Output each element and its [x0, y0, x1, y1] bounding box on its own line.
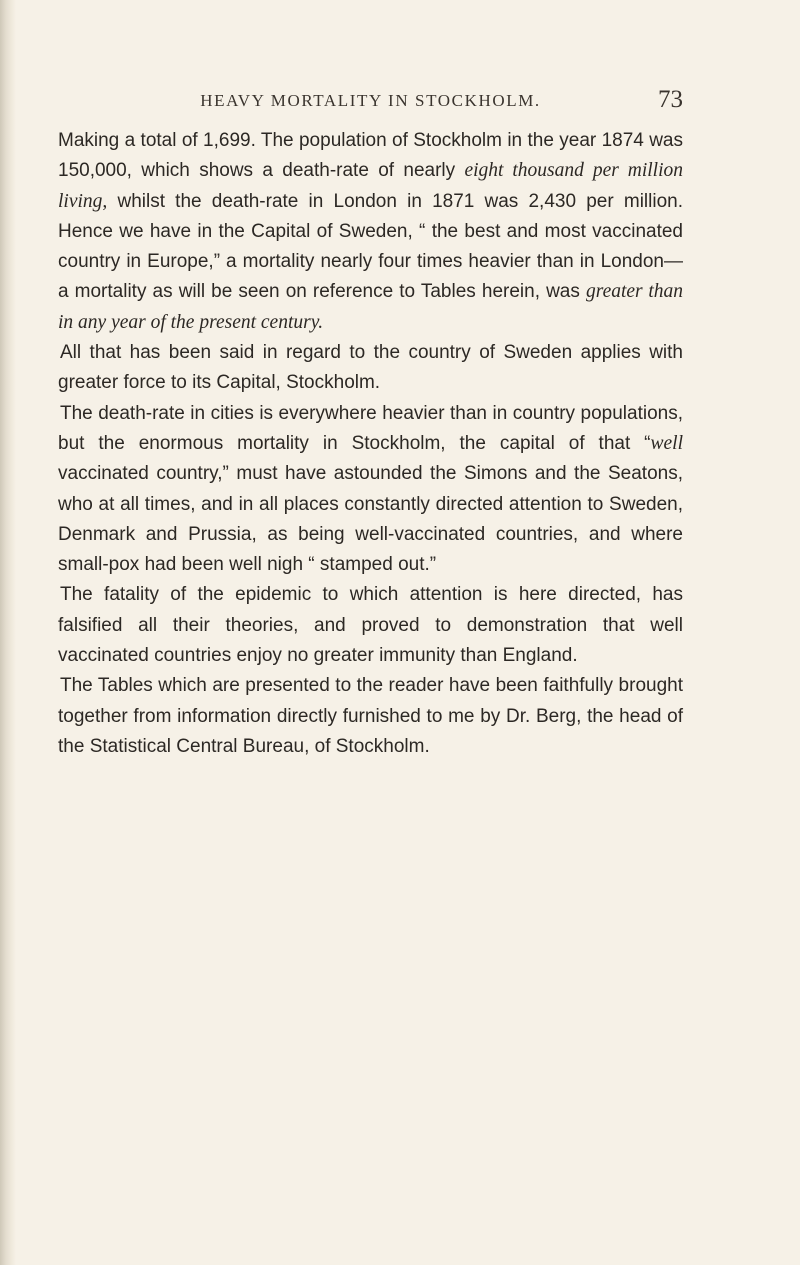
paragraph-4: The fatality of the epidemic to which attention is here directed, has falsified all their theories, and proved to demonstration that well vaccinated countries enjoy no greater immunity than England. — [58, 584, 683, 667]
page-binding-edge — [0, 0, 16, 1265]
page-number: 73 — [658, 86, 683, 113]
paragraph-1-text-b: whilst the death-rate in London in 1871 was 2,430 per million. Hence we have in the Capital of Sweden, “ the best and most vaccinated country in Europe,” a mortality nearly four times heavier than in London—a mortality as will be seen on reference to Tables herein, was — [58, 190, 683, 303]
running-head — [58, 88, 683, 118]
book-page — [58, 88, 683, 762]
paragraph-1-italic-b: greater than in any year of the present century. — [58, 281, 683, 333]
paragraph-5: The Tables which are presented to the reader have been faithfully brought together from information directly furnished to me by Dr. Berg, the head of the Statistical Central Bureau, of Stockholm. — [58, 675, 683, 757]
paragraph-1-italic-a: eight thousand per million living, — [58, 160, 683, 212]
paragraph-3-text-a: The death-rate in cities is everywhere heavier than in country populations, but the enormous mortality in Stockholm, the capital of that “ — [58, 402, 683, 454]
running-title: HEAVY MORTALITY IN STOCKHOLM. — [200, 91, 541, 110]
paragraph-3-italic: well — [650, 432, 683, 454]
body-text — [58, 126, 683, 762]
paragraph-2: All that has been said in regard to the country of Sweden applies with greater force to its Capital, Stockholm. — [58, 342, 683, 394]
paragraph-1 — [58, 126, 683, 338]
paragraph-3 — [58, 399, 683, 581]
paragraph-3-text-b: vaccinated country,” must have astounded the Simons and the Seatons, who at all times, and in all places constantly directed attention to Sweden, Denmark and Prussia, as being well-vaccinated countries, and where small-pox had been well nigh “ stamped out.” — [58, 463, 683, 576]
paragraph-1-text-a: Making a total of 1,699. The population of Stockholm in the year 1874 was 150,000, which shows a death-rate of nearly — [58, 130, 683, 182]
